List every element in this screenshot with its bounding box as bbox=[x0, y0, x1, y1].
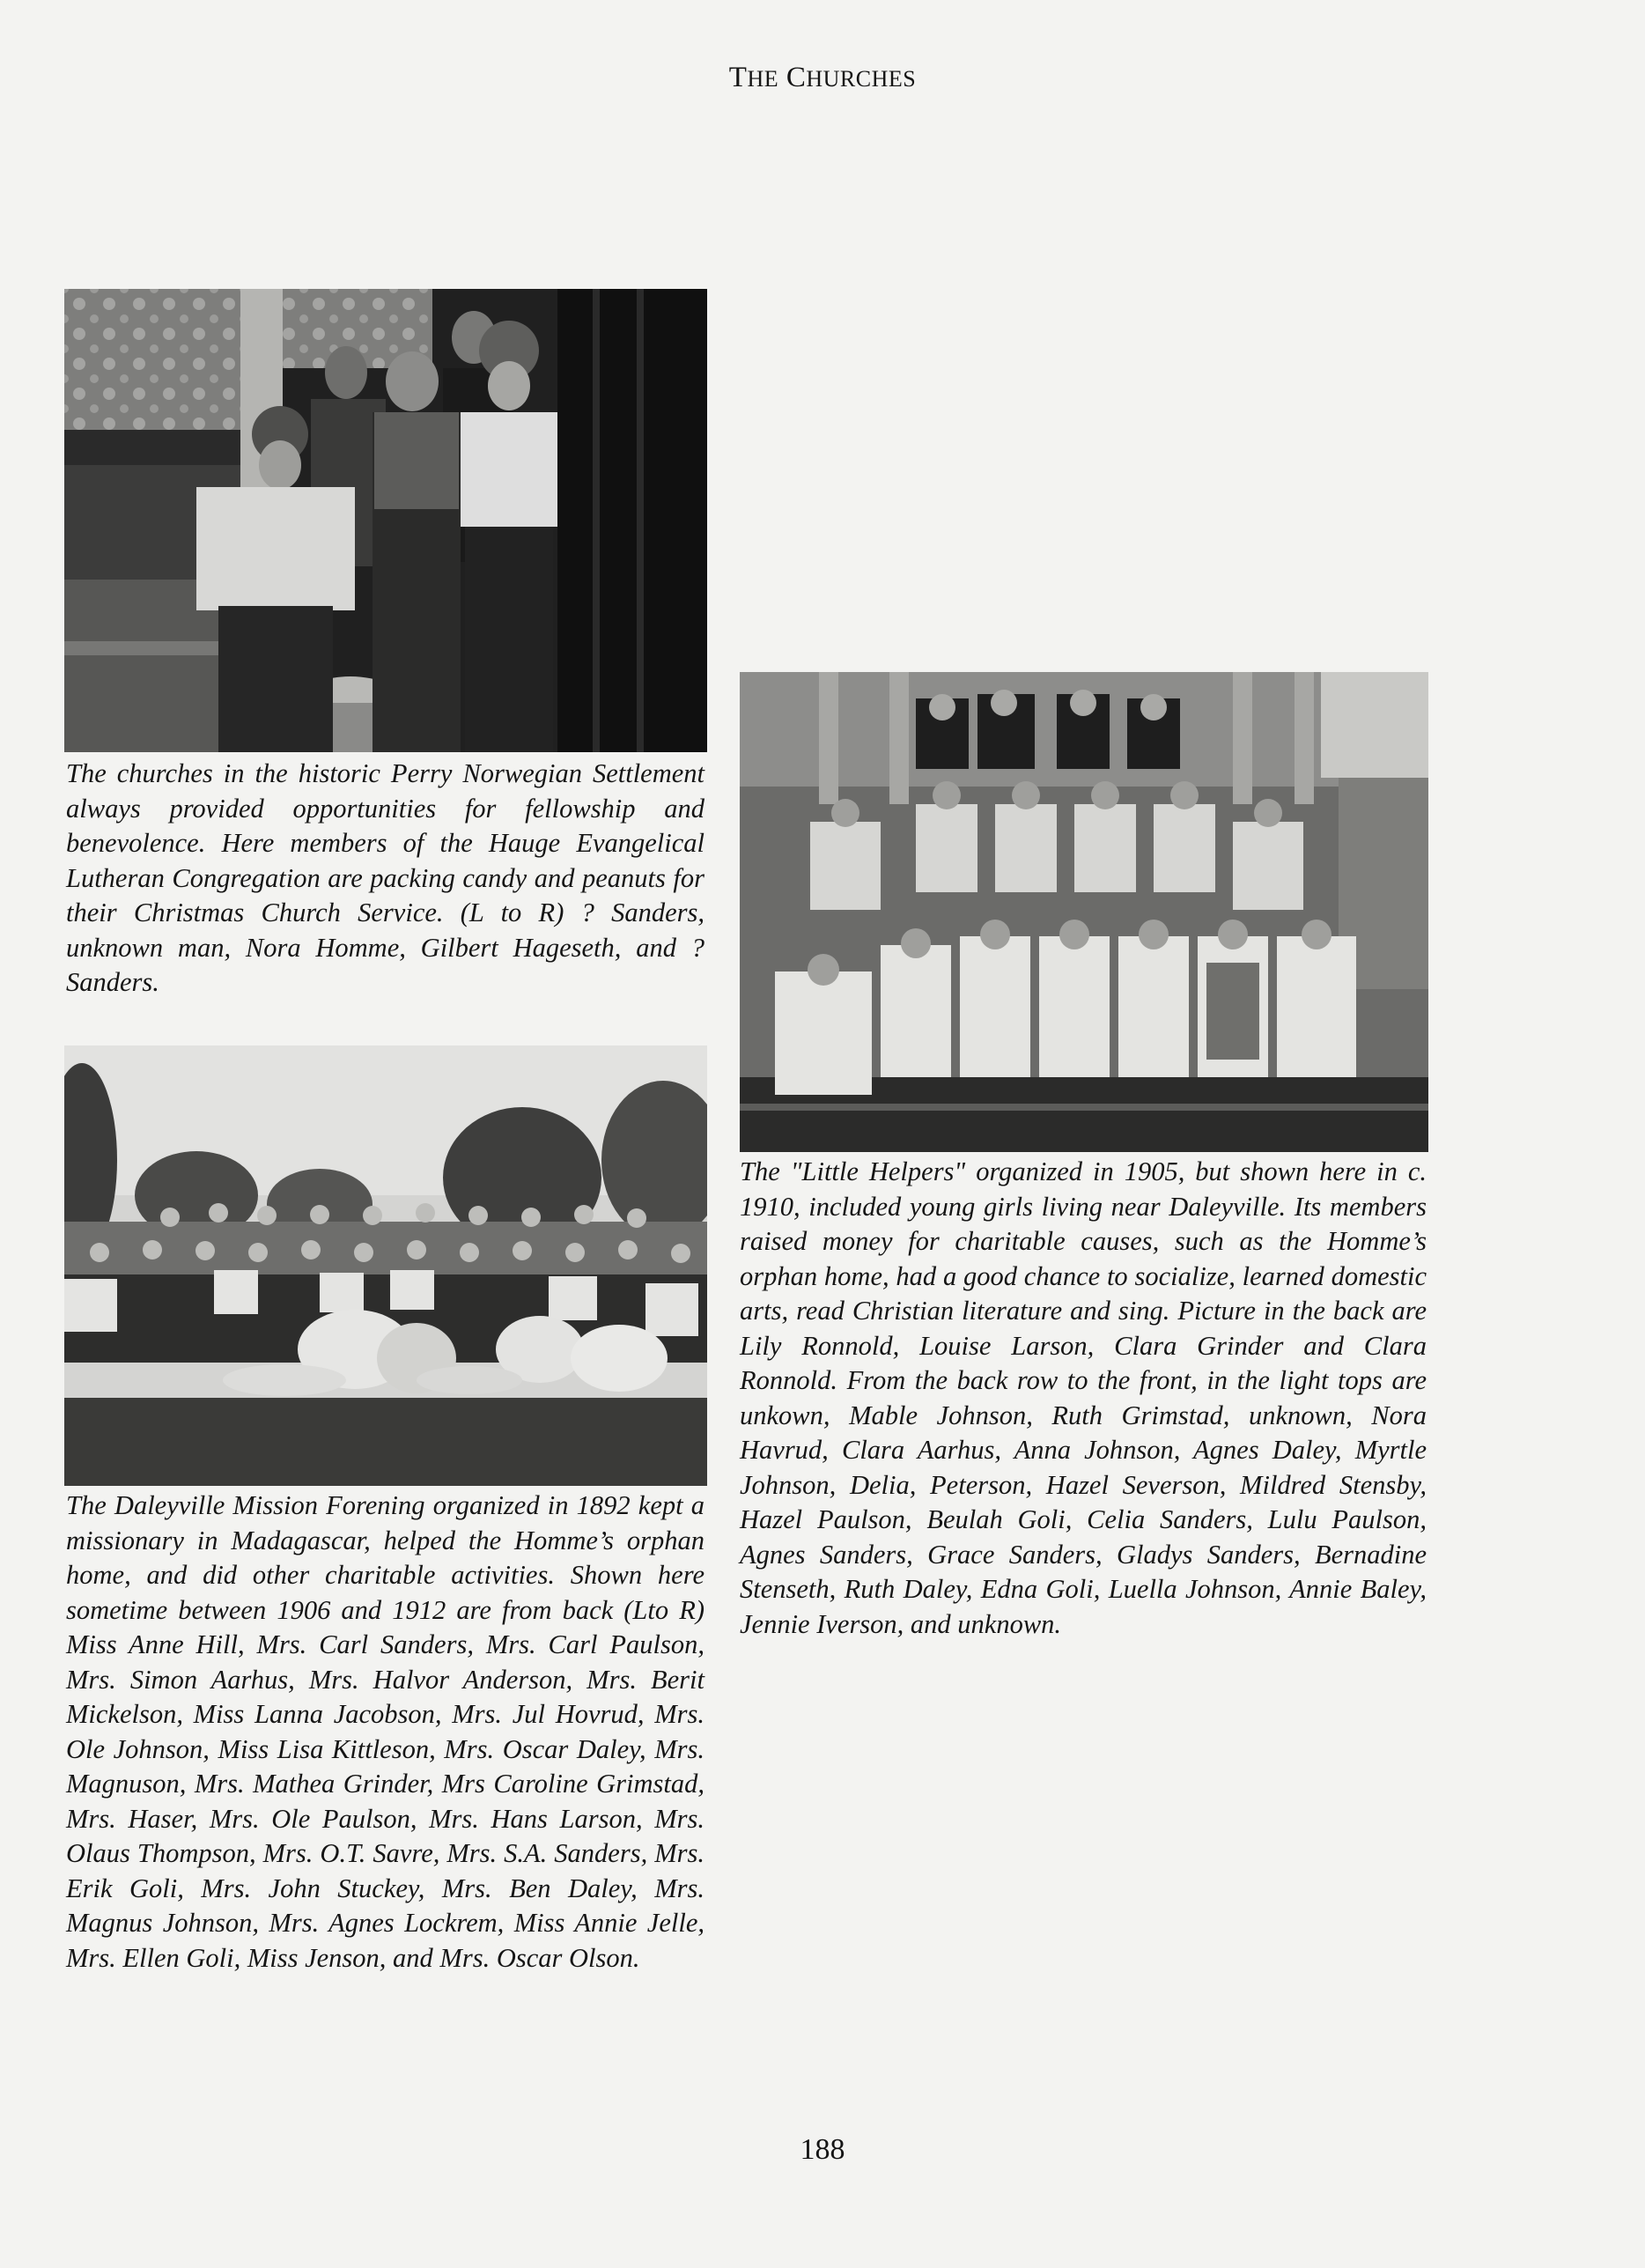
christmas-packing-photo bbox=[64, 289, 707, 752]
page-number: 188 bbox=[800, 2133, 845, 2166]
mission-forening-caption: The Daleyville Mission Forening organized in 1892 kept a missionary in Madagascar, helped the Homme’s orphan home, and did other charitable activities. Shown here sometime between 1906 and 1912 are from back (Lto R) Miss Anne Hill, Mrs. Carl Sanders, Mrs. Carl Paulson, Mrs. Simon Aarhus, Mrs. Halvor Anderson, Mrs. Berit Mickelson, Miss Lanna Jacobson, Mrs. Jul Hovrud, Mrs. Ole Johnson, Miss Lisa Kittleson, Mrs. Oscar Daley, Mrs. Magnuson, Mrs. Mathea Grinder, Mrs Caroline Grimstad, Mrs. Haser, Mrs. Ole Paulson, Mrs. Hans Larson, Mrs. Olaus Thompson, Mrs. O.T. Savre, Mrs. S.A. Sanders, Mrs. Erik Goli, Mrs. John Stuckey, Mrs. Ben Daley, Mrs. Magnus Johnson, Mrs. Agnes Lockrem, Miss Annie Jelle, Mrs. Ellen Goli, Miss Jenson, and Mrs. Oscar Olson. bbox=[66, 1490, 704, 1973]
christmas-packing-caption: The churches in the historic Perry Norwegian Settlement always provided opportunities for fellowship and benevolence. Here members of the Hauge Evangelical Lutheran Congregation are packing candy and peanuts for their Christmas Church Service. (L to R) ? Sanders, unknown man, Nora Homme, Gilbert Hageseth, and ? Sanders. bbox=[66, 758, 704, 997]
running-header: THE CHURCHES bbox=[728, 62, 917, 93]
little-helpers-photo bbox=[740, 672, 1428, 1152]
little-helpers-caption: The "Little Helpers" organized in 1905, but shown here in c. 1910, included young girls living near Daleyville. Its members raised money for charitable causes, such as the Homme’s orphan home, had a good chance to socialize, learned domestic arts, read Christian literature and sing. Picture in the back are Lily Ronnold, Louise Larson, Clara Grinder and Clara Ronnold. From the back row to the front, in the light tops are unkown, Mable Johnson, Ruth Grimstad, unknown, Nora Havrud, Clara Aarhus, Anna Johnson, Agnes Daley, Myrtle Johnson, Delia, Peterson, Hazel Severson, Mildred Stensby, Hazel Paulson, Beulah Goli, Celia Sanders, Lulu Paulson, Agnes Sanders, Grace Sanders, Gladys Sanders, Bernadine Stenseth, Ruth Daley, Edna Goli, Luella Johnson, Annie Baley, Jennie Iverson, and unknown. bbox=[740, 1156, 1427, 1639]
mission-forening-photo bbox=[64, 1045, 707, 1486]
